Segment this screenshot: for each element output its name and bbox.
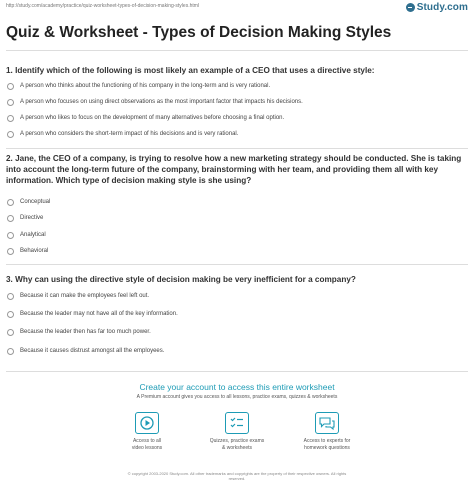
question-divider — [6, 264, 468, 265]
option-label: Analytical — [20, 232, 46, 238]
question-3: 3. Why can using the directive style of decision making be very inefficient for a company? — [6, 275, 356, 284]
radio-icon[interactable] — [7, 329, 14, 336]
option-label: Because it causes distrust amongst all the employees. — [20, 348, 165, 354]
study-logo-icon — [406, 3, 415, 12]
title-divider — [6, 50, 468, 51]
radio-icon[interactable] — [7, 199, 14, 206]
feature-video-lessons — [97, 412, 197, 451]
radio-icon[interactable] — [7, 293, 14, 300]
radio-icon[interactable] — [7, 131, 14, 138]
question-2-option-d[interactable] — [6, 245, 468, 257]
option-label: A person who considers the short-term impact of his decisions and is very rational. — [20, 131, 239, 137]
page-url: http://study.com/academy/practice/quiz-worksheet-types-of-decision-making-styles.html — [6, 3, 200, 9]
copyright-line-2: reserved. — [228, 476, 246, 481]
expert-chat-icon — [315, 412, 339, 434]
feature-quizzes — [187, 412, 287, 451]
radio-icon[interactable] — [7, 83, 14, 90]
option-label: Because the leader then has far too much power. — [20, 329, 151, 335]
option-label: A person who focuses on using direct observations as the most important factor that impacts his decisions. — [20, 99, 303, 105]
option-label: A person who likes to focus on the development of many alternatives before choosing a final option. — [20, 115, 285, 121]
feature-label-line2: homework questions — [304, 444, 350, 451]
radio-icon[interactable] — [7, 348, 14, 355]
radio-icon[interactable] — [7, 215, 14, 222]
feature-label-line1: Access to all — [132, 438, 162, 444]
study-logo-text: Study.com — [416, 2, 468, 13]
option-label: A person who thinks about the functioning of his company in the long-term and is very rational. — [20, 83, 271, 89]
question-3-option-c[interactable] — [6, 326, 468, 338]
question-3-option-d[interactable] — [6, 345, 468, 357]
option-label: Conceptual — [20, 199, 51, 205]
video-play-icon — [135, 412, 159, 434]
promo-title[interactable]: Create your account to access this entire worksheet — [139, 382, 335, 392]
feature-label-line1: Access to experts for — [303, 438, 351, 444]
option-label: Because it can make the employees feel left out. — [20, 293, 150, 299]
radio-icon[interactable] — [7, 99, 14, 106]
page-title: Quiz & Worksheet - Types of Decision Making Styles — [6, 24, 392, 41]
option-label: Directive — [20, 215, 44, 221]
question-3-option-a[interactable] — [6, 290, 468, 302]
copyright-notice — [0, 471, 474, 481]
question-2: 2. Jane, the CEO of a company, is trying to resolve how a new marketing strategy should be conducted. She is taking into account the long-term future of the company, brainstorming with her team, and providing them all with key information. Which type of decision making style is she using? — [6, 154, 462, 185]
quiz-checklist-icon — [225, 412, 249, 434]
question-1-option-d[interactable] — [6, 128, 468, 140]
question-2-option-c[interactable] — [6, 229, 468, 241]
study-logo[interactable] — [406, 2, 468, 13]
option-label: Behavioral — [20, 248, 49, 254]
question-1: 1. Identify which of the following is most likely an example of a CEO that uses a directive style: — [6, 66, 375, 75]
question-3-option-b[interactable] — [6, 308, 468, 320]
radio-icon[interactable] — [7, 232, 14, 239]
question-1-option-a[interactable] — [6, 80, 468, 92]
option-label: Because the leader may not have all of the key information. — [20, 311, 178, 317]
promo-divider — [6, 371, 468, 372]
top-bar — [0, 0, 474, 14]
feature-label-line2: video lessons — [131, 444, 163, 451]
radio-icon[interactable] — [7, 248, 14, 255]
question-2-option-b[interactable] — [6, 212, 468, 224]
question-1-option-b[interactable] — [6, 96, 468, 108]
radio-icon[interactable] — [7, 115, 14, 122]
question-2-option-a[interactable] — [6, 196, 468, 208]
question-divider — [6, 148, 468, 149]
radio-icon[interactable] — [7, 311, 14, 318]
promo-subtitle: A Premium account gives you access to all lessons, practice exams, quizzes & worksheets — [136, 394, 338, 400]
feature-label-line1: Quizzes, practice exams — [209, 438, 265, 444]
premium-promo — [0, 382, 474, 496]
feature-label-line2: & worksheets — [221, 444, 252, 451]
feature-experts — [277, 412, 377, 451]
copyright-line-1: © copyright 2003-2020 Study.com. All other trademarks and copyrights are the property of their respective owners. All rights — [127, 471, 347, 476]
question-1-option-c[interactable] — [6, 112, 468, 124]
